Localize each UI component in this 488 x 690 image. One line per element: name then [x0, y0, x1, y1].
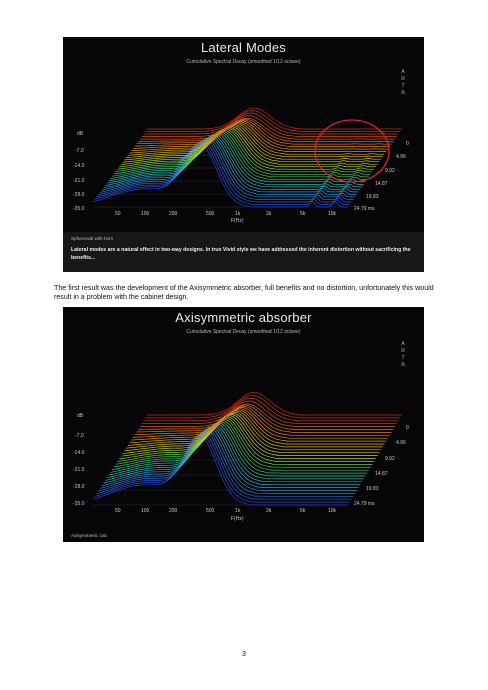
figure-subtitle: Cumulative Spectral Decay (smoothed 1/12 octave) — [186, 329, 301, 335]
page-number: 3 — [242, 651, 246, 658]
x-tick: 1k — [235, 508, 241, 514]
y-tick: -7.0 — [75, 148, 84, 154]
y-axis — [73, 131, 85, 212]
x-tick: 200 — [169, 508, 178, 514]
z-tick: 24.79 ms — [354, 501, 375, 507]
y-tick: -14.0 — [73, 163, 85, 169]
decay-slice — [130, 411, 385, 444]
z-tick: 4.96 — [396, 440, 406, 446]
decay-slice — [147, 392, 402, 415]
y-tick: -21.0 — [73, 178, 85, 184]
y-axis — [73, 413, 85, 507]
waterfall-surface — [93, 392, 402, 505]
x-tick: 2k — [266, 211, 272, 217]
z-axis — [354, 425, 409, 507]
z-tick: 0 — [406, 425, 409, 431]
y-unit: dB — [77, 413, 84, 419]
x-tick: 10k — [328, 508, 337, 514]
arta-logo: A R T A — [401, 341, 405, 368]
x-tick: 5k — [300, 508, 306, 514]
y-tick: -35.0 — [73, 501, 85, 507]
figure-lateral-modes — [63, 37, 424, 272]
z-tick: 19.83 — [366, 486, 379, 492]
x-axis — [115, 211, 337, 224]
x-tick: 100 — [141, 508, 150, 514]
z-tick: 9.92 — [385, 168, 395, 174]
x-axis-label: F(Hz) — [231, 516, 244, 522]
decay-slice — [131, 123, 386, 152]
z-tick: 14.87 — [375, 181, 388, 187]
x-tick: 10k — [328, 211, 337, 217]
z-tick: 14.87 — [375, 471, 388, 477]
y-tick: -28.0 — [73, 192, 85, 198]
decay-slice — [145, 395, 400, 418]
z-tick: 19.83 — [366, 194, 379, 200]
decay-slice — [142, 116, 397, 137]
z-tick: 4.96 — [396, 154, 406, 160]
figure-title: Lateral Modes — [201, 40, 286, 55]
y-tick: -7.0 — [75, 433, 84, 439]
decay-slice — [97, 433, 352, 499]
x-tick: 500 — [206, 211, 215, 217]
body-paragraph: The first result was the development of the Axisymmetric absorber, full benefits and no distortion, unfortunately this would result in a problem with the cabinet design. — [54, 284, 434, 301]
x-tick: 200 — [169, 211, 178, 217]
waterfall-plot — [63, 37, 424, 232]
plot-source-label: Spherecab with horn — [71, 236, 114, 241]
y-tick: -14.0 — [73, 450, 85, 456]
decay-slice — [131, 410, 386, 441]
x-tick: 50 — [115, 211, 121, 217]
y-unit: dB — [77, 131, 84, 137]
caption-panel — [63, 232, 424, 272]
figure-axisymmetric-absorber — [63, 307, 424, 542]
y-tick: -35.0 — [73, 206, 85, 212]
x-axis-label: F(Hz) — [231, 218, 244, 224]
x-tick: 50 — [115, 508, 121, 514]
z-tick: 24.79 ms — [354, 206, 375, 212]
waterfall-plot — [63, 307, 424, 532]
x-axis — [115, 508, 337, 522]
x-tick: 100 — [141, 211, 150, 217]
x-tick: 5k — [300, 211, 306, 217]
figure-title: Axisymmetric absorber — [175, 310, 312, 325]
plot-source-label: Axisymmetric cab — [71, 533, 107, 538]
z-tick: 0 — [406, 141, 409, 147]
x-tick: 500 — [206, 508, 215, 514]
waterfall-surface — [93, 108, 402, 207]
x-tick: 2k — [266, 508, 272, 514]
y-tick: -28.0 — [73, 484, 85, 490]
figure-subtitle: Cumulative Spectral Decay (smoothed 1/12 octave) — [186, 59, 301, 65]
decay-slice — [95, 434, 350, 502]
y-tick: -21.0 — [73, 467, 85, 473]
decay-slice — [144, 113, 399, 134]
arta-logo: A R T A — [401, 69, 405, 96]
decay-slice — [147, 108, 402, 129]
figure-caption: Lateral modes are a natural effect in two-way designs. In true Vivid style we have addressed the inherent distortion without sacrificing the benefits... — [71, 247, 411, 261]
z-tick: 9.92 — [385, 456, 395, 462]
x-tick: 1k — [235, 211, 241, 217]
decay-slice — [137, 120, 392, 144]
